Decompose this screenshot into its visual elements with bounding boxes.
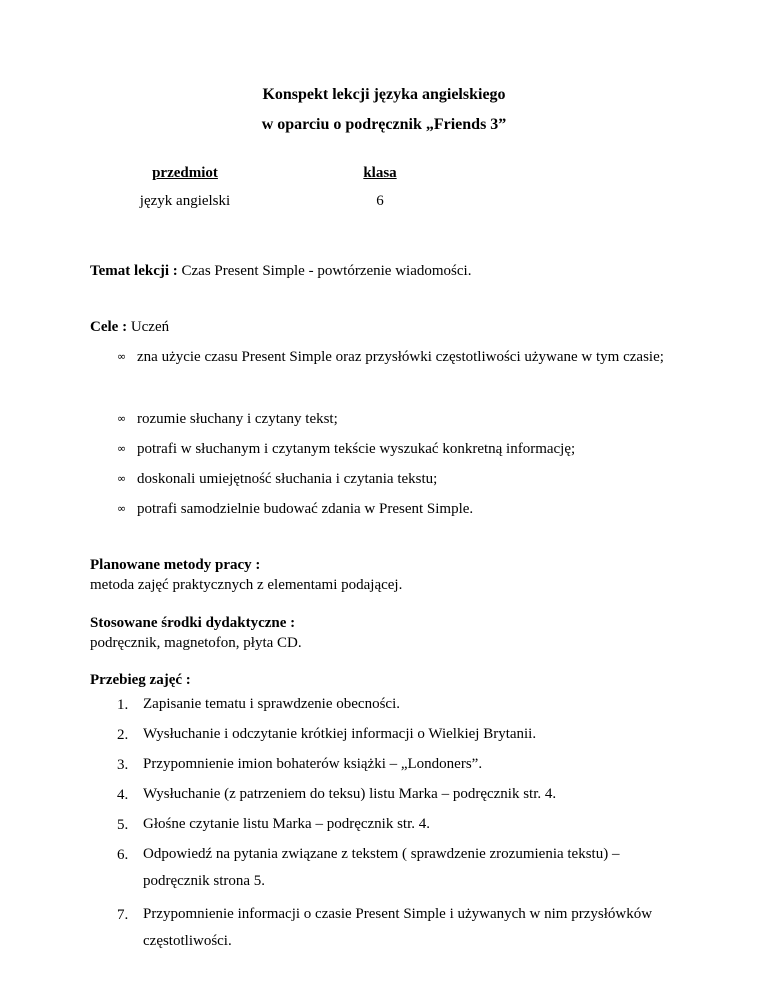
- class-header: klasa: [363, 165, 397, 181]
- step-text: Przypomnienie informacji o czasie Present Simple i używanych w nim przysłówków częstotliwości.: [143, 906, 653, 949]
- topic-line: [90, 261, 690, 281]
- class-value: 6: [376, 193, 384, 209]
- bullet-icon: ∞: [117, 350, 127, 363]
- bullet-icon: ∞: [117, 502, 127, 515]
- document-title: Konspekt lekcji języka angielskiego: [262, 86, 506, 103]
- resources-value: podręcznik, magnetofon, płyta CD.: [90, 635, 302, 651]
- step-text: Odpowiedź na pytania związane z tekstem ( sprawdzenie zrozumienia tekstu) – podręcznik strona 5.: [143, 846, 620, 889]
- step-number: 3.: [117, 757, 129, 773]
- procedure-label: Przebieg zajęć :: [90, 672, 191, 688]
- step-number: 5.: [117, 817, 129, 833]
- resources-label: Stosowane środki dydaktyczne :: [90, 615, 296, 631]
- topic-value: Czas Present Simple - powtórzenie wiadomości.: [177, 263, 472, 279]
- step-number: 7.: [117, 907, 129, 923]
- goal-text: doskonali umiejętność słuchania i czytania tekstu;: [137, 471, 438, 487]
- goal-text: potrafi w słuchanym i czytanym tekście wyszukać konkretną informację;: [137, 441, 576, 457]
- bullet-icon: ∞: [117, 442, 127, 455]
- step-text: Wysłuchanie i odczytanie krótkiej informacji o Wielkiej Brytanii.: [143, 726, 537, 742]
- bullet-icon: ∞: [117, 472, 127, 485]
- goal-text: zna użycie czasu Present Simple oraz przysłówki częstotliwości używane w tym czasie;: [137, 349, 664, 365]
- step-number: 1.: [117, 697, 129, 713]
- step-number: 6.: [117, 847, 129, 863]
- bullet-icon: ∞: [117, 412, 127, 425]
- step-number: 2.: [117, 727, 129, 743]
- methods-label: Planowane metody pracy :: [90, 557, 261, 573]
- goals-line: [90, 317, 690, 337]
- goals-label: Cele :: [90, 319, 128, 335]
- methods-value: metoda zajęć praktycznych z elementami podającej.: [90, 577, 403, 593]
- step-text: Przypomnienie imion bohaterów książki – „Londoners”.: [143, 756, 483, 772]
- step-number: 4.: [117, 787, 129, 803]
- step-text: Wysłuchanie (z patrzeniem do teksu) listu Marka – podręcznik str. 4.: [143, 786, 557, 802]
- goals-value: Uczeń: [127, 319, 170, 335]
- step-text: Głośne czytanie listu Marka – podręcznik str. 4.: [143, 816, 431, 832]
- goal-text: rozumie słuchany i czytany tekst;: [137, 411, 338, 427]
- subject-value: język angielski: [139, 193, 231, 209]
- topic-label: Temat lekcji :: [90, 263, 178, 279]
- document-subtitle: w oparciu o podręcznik „Friends 3”: [261, 116, 507, 133]
- step-text: Zapisanie tematu i sprawdzenie obecności.: [143, 696, 400, 712]
- subject-header: przedmiot: [152, 165, 218, 181]
- goal-text: potrafi samodzielnie budować zdania w Present Simple.: [137, 501, 474, 517]
